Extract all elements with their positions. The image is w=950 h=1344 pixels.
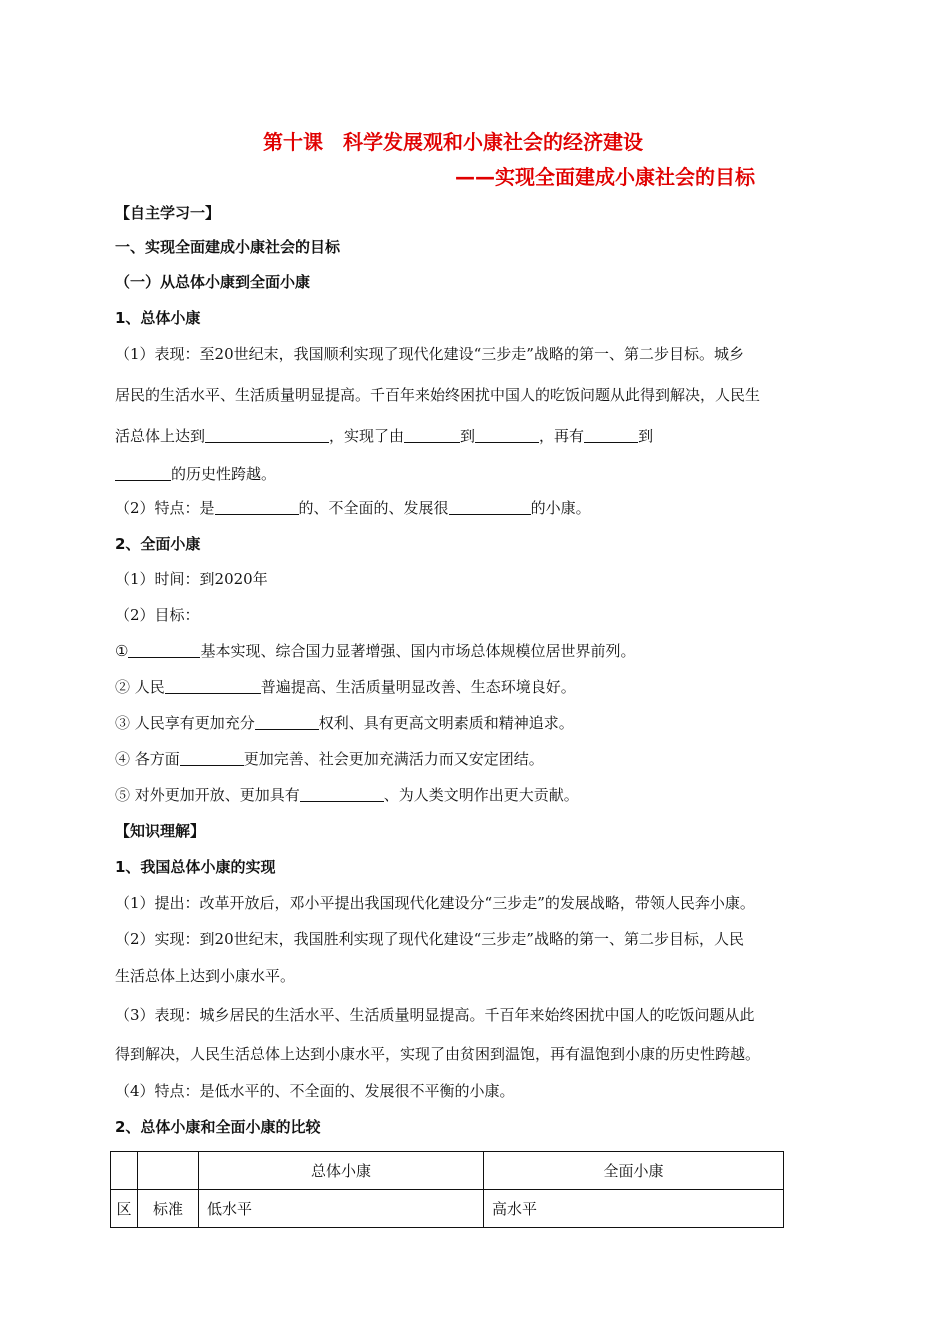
paragraph-line: [115, 498, 840, 518]
item-heading: 1、总体小康: [115, 309, 201, 327]
fill-blank[interactable]: [300, 786, 384, 802]
fill-blank[interactable]: [475, 427, 539, 443]
text-segment: 权利、具有更高文明素质和精神追求。: [318, 714, 574, 732]
section-heading: 一、实现全面建成小康社会的目标: [115, 238, 341, 256]
table-cell: 标准: [138, 1190, 199, 1228]
item-heading: 2、全面小康: [115, 535, 201, 553]
paragraph-line: [115, 464, 840, 484]
paragraph-line: 居民的生活水平、生活质量明显提高。千百年来始终困扰中国人的吃饭问题从此得到解决，人民生: [115, 386, 761, 404]
text-segment: （2）特点：是: [115, 499, 215, 517]
text-segment: 、为人类文明作出更大贡献。: [383, 786, 579, 804]
text-segment: 活总体上达到: [115, 427, 206, 445]
table-header-cell: 总体小康: [199, 1152, 484, 1190]
text-segment: ，实现了由: [329, 427, 405, 445]
text-segment: 的、不全面的、发展很: [298, 499, 449, 517]
goal-line: [115, 749, 840, 769]
self-study-heading: 【自主学习一】: [115, 204, 221, 222]
text-segment: ② 人民: [115, 678, 165, 696]
fill-blank[interactable]: [404, 427, 460, 443]
text-segment: 基本实现、综合国力显著增强、国内市场总体规模位居世界前列。: [200, 642, 636, 660]
subsection-heading: （一）从总体小康到全面小康: [115, 273, 311, 291]
paragraph-line: [115, 426, 840, 446]
lesson-title: 第十课 科学发展观和小康社会的经济建设: [263, 130, 643, 154]
table-header-cell: 全面小康: [484, 1152, 784, 1190]
fill-blank[interactable]: [584, 427, 638, 443]
text-segment: ③ 人民享有更加充分: [115, 714, 255, 732]
text-segment: ，再有: [539, 427, 585, 445]
knowledge-heading: 【知识理解】: [115, 822, 206, 840]
table-header-cell: [138, 1152, 199, 1190]
goal-line: [115, 677, 840, 697]
table-cell: 区: [111, 1190, 138, 1228]
table-header-row: [111, 1152, 784, 1190]
text-segment: 到: [638, 427, 654, 445]
paragraph-line: （1）时间：到2020年: [115, 570, 268, 588]
paragraph-line: （3）表现：城乡居民的生活水平、生活质量明显提高。千百年来始终困扰中国人的吃饭问题从此: [115, 1006, 755, 1024]
fill-blank[interactable]: [449, 499, 531, 515]
fill-blank[interactable]: [255, 714, 319, 730]
table-header-cell: [111, 1152, 138, 1190]
paragraph-line: （2）实现：到20世纪末，我国胜利实现了现代化建设“三步走”战略的第一、第二步目标，人民: [115, 930, 744, 948]
comparison-table: [110, 1151, 784, 1228]
text-segment: ⑤ 对外更加开放、更加具有: [115, 786, 300, 804]
text-segment: 的历史性跨越。: [171, 465, 277, 483]
text-segment: ①: [115, 642, 129, 660]
paragraph-line: （1）表现：至20世纪末，我国顺利实现了现代化建设“三步走”战略的第一、第二步目标。城乡: [115, 345, 744, 363]
fill-blank[interactable]: [128, 642, 200, 658]
paragraph-line: （1）提出：改革开放后，邓小平提出我国现代化建设分“三步走”的发展战略，带领人民奔小康。: [115, 894, 755, 912]
goal-line: [115, 641, 840, 661]
fill-blank[interactable]: [115, 465, 171, 481]
lesson-subtitle: ——实现全面建成小康社会的目标: [455, 165, 755, 189]
text-segment: 普遍提高、生活质量明显改善、生态环境良好。: [260, 678, 576, 696]
paragraph-line: 得到解决，人民生活总体上达到小康水平，实现了由贫困到温饱，再有温饱到小康的历史性跨越。: [115, 1045, 761, 1063]
text-segment: ④ 各方面: [115, 750, 180, 768]
fill-blank[interactable]: [205, 427, 329, 443]
text-segment: 到: [460, 427, 476, 445]
goal-line: [115, 785, 840, 805]
table-cell: 低水平: [199, 1190, 484, 1228]
table-row: [111, 1190, 784, 1228]
paragraph-line: （4）特点：是低水平的、不全面的、发展很不平衡的小康。: [115, 1082, 515, 1100]
paragraph-line: 生活总体上达到小康水平。: [115, 967, 296, 985]
fill-blank[interactable]: [215, 499, 299, 515]
goal-line: [115, 713, 840, 733]
item-heading: 1、我国总体小康的实现: [115, 858, 276, 876]
table-cell: 高水平: [484, 1190, 784, 1228]
fill-blank[interactable]: [165, 678, 261, 694]
item-heading: 2、总体小康和全面小康的比较: [115, 1118, 321, 1136]
paragraph-line: （2）目标：: [115, 606, 200, 624]
text-segment: 的小康。: [530, 499, 591, 517]
text-segment: 更加完善、社会更加充满活力而又安定团结。: [243, 750, 544, 768]
fill-blank[interactable]: [180, 750, 244, 766]
